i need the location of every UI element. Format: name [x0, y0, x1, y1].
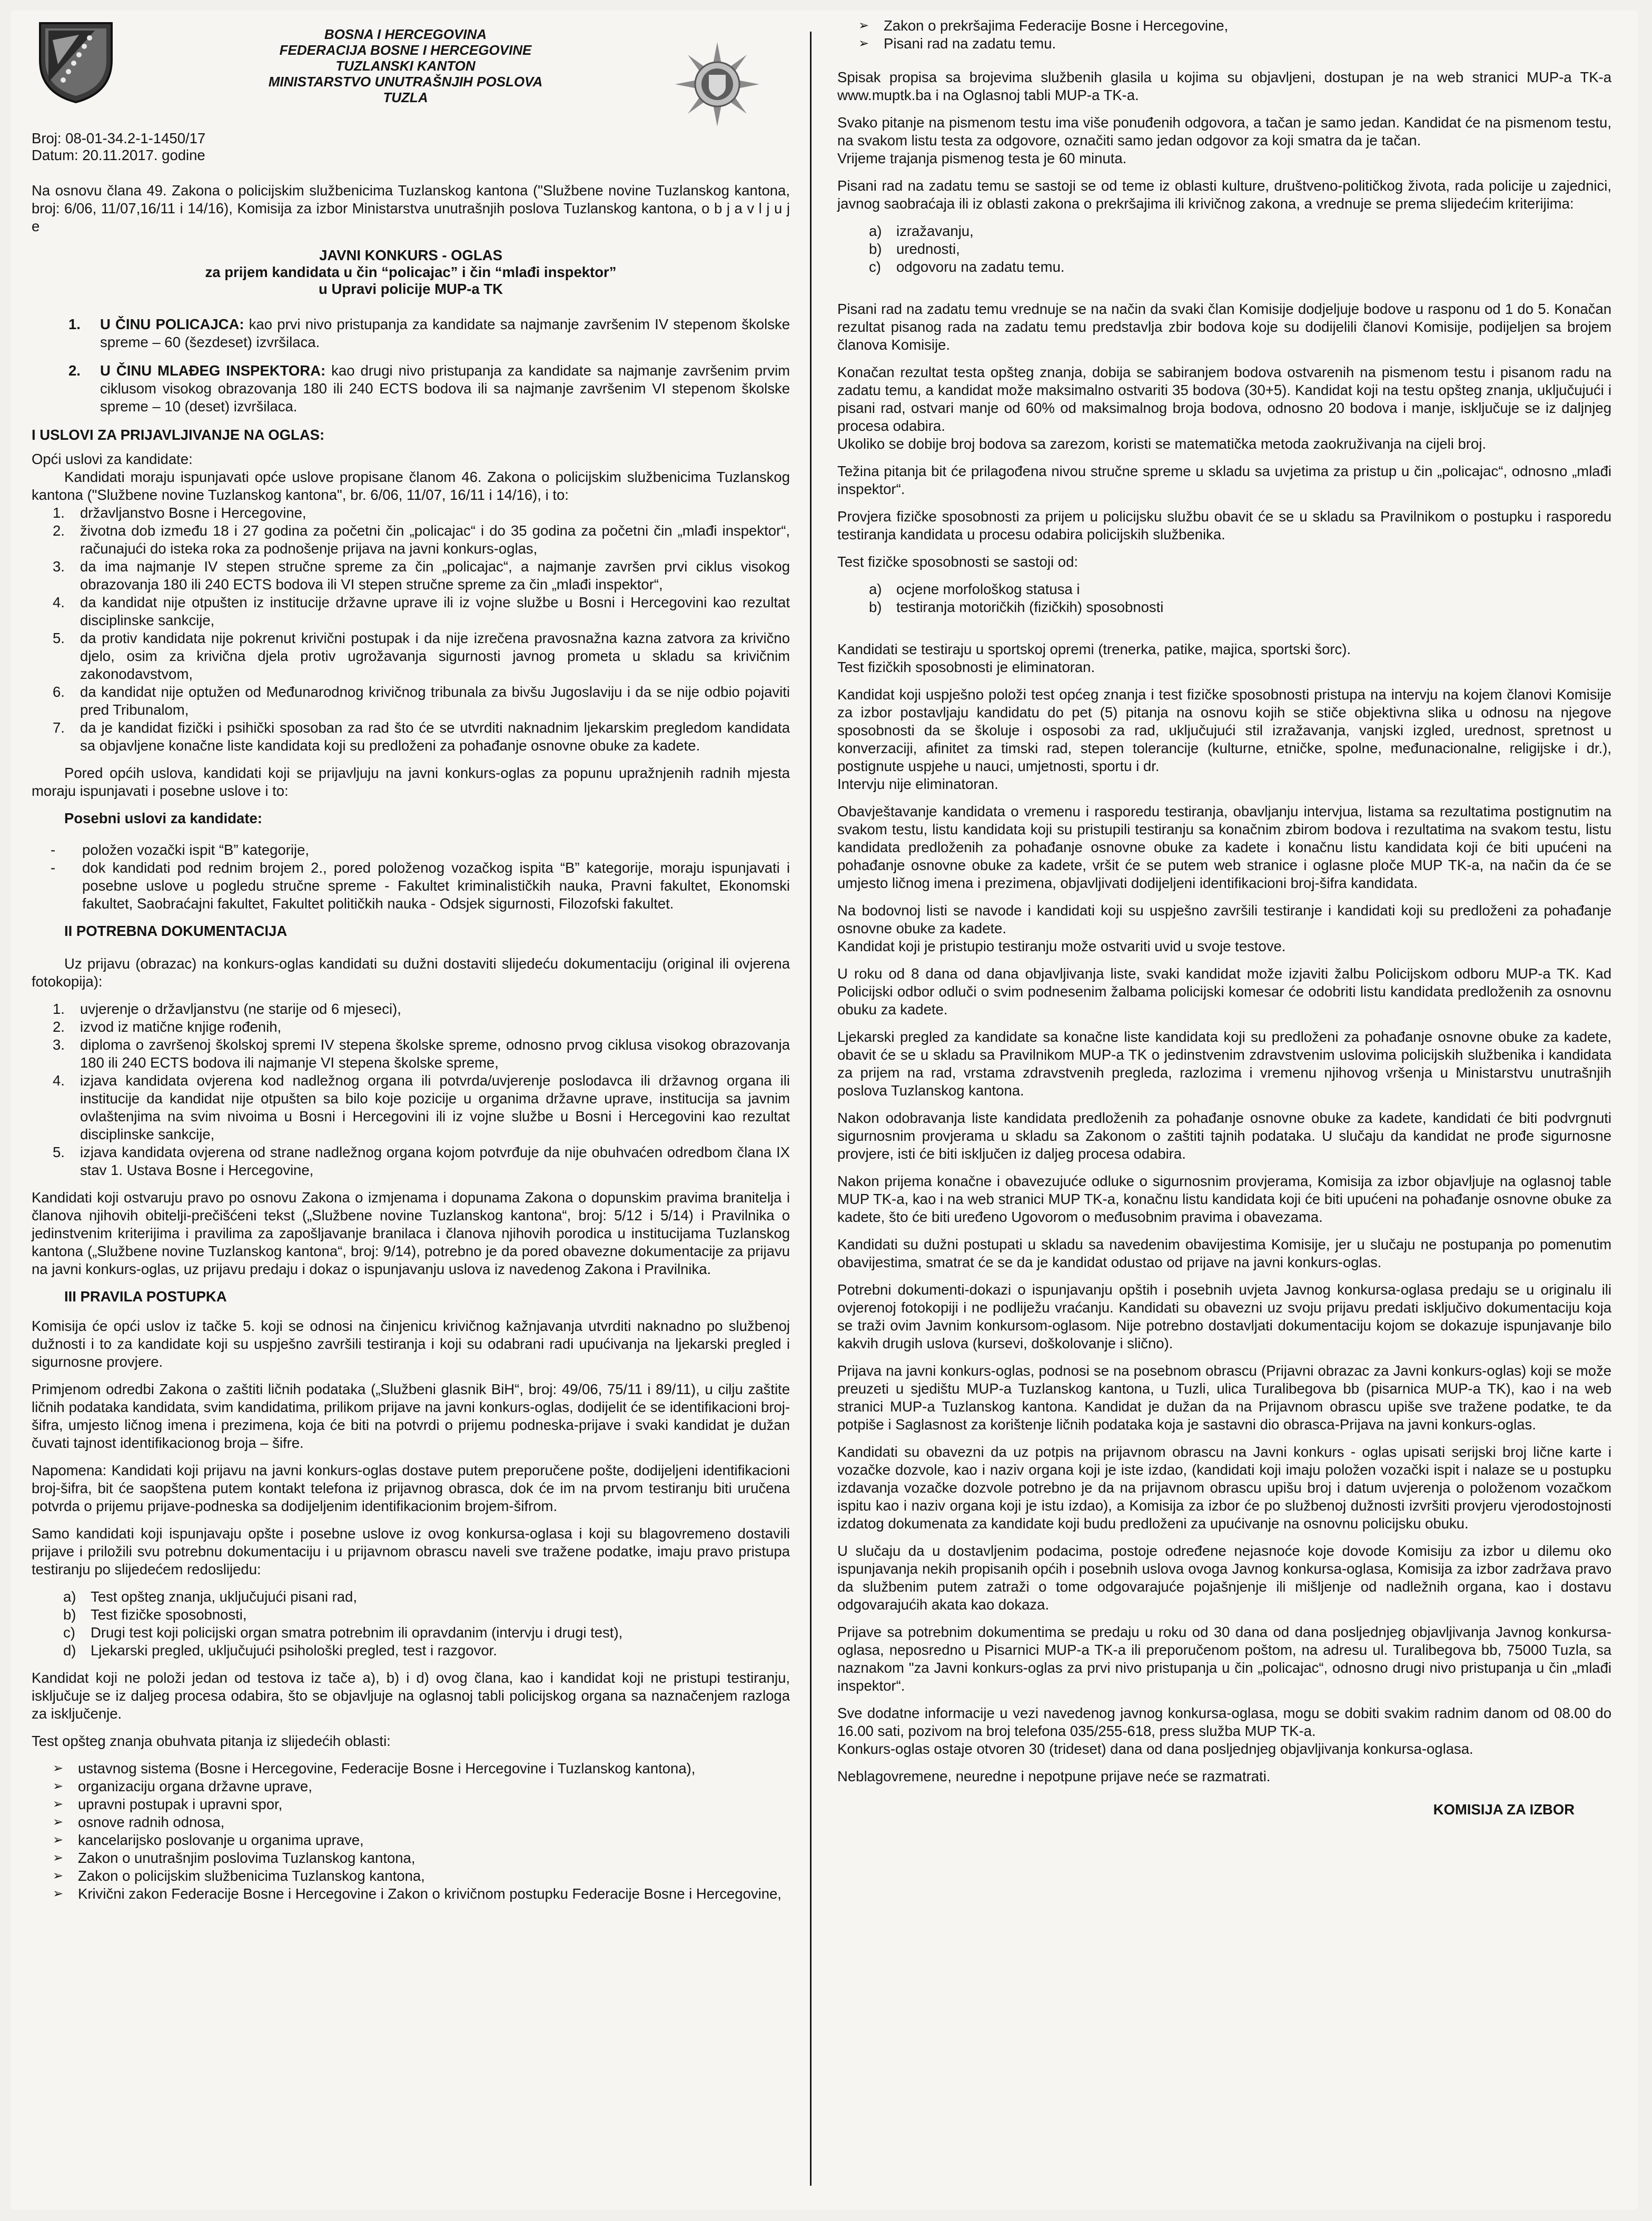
right-paragraph — [837, 1704, 1611, 1758]
section-1-title: I USLOVI ZA PRIJAVLJIVANJE NA OGLAS: — [32, 427, 325, 443]
general-condition-item — [32, 629, 790, 683]
list-text: izražavanju, — [896, 223, 974, 239]
right-paragraph: Ljekarski pregled za kandidate sa konačne liste kandidata koji su predloženi za pohađanje osnovne obuke za kadete, obavit će se u skladu sa Pravilnikom MUP-a TK o jedinstvenim zdravstvenim uslovima policijskih službenika i kandidata za prijem na rad, vrstama zdravstvenih pregleda, razlozima i vremenu njihovog vršenja u Ministarstvu unutrašnjih poslova Tuzlanskog kantona. — [837, 1029, 1611, 1099]
list-text: Zakon o prekršajima Federacije Bosne i Hercegovine, — [884, 17, 1229, 34]
category-label: U ČINU POLICAJCA: — [100, 316, 244, 332]
knowledge-area-item — [837, 35, 1611, 53]
list-text: Krivični zakon Federacije Bosne i Hercegovine i Zakon o krivičnom postupku Federacije Bosne i Hercegovine, — [78, 1886, 782, 1902]
list-marker: 4. — [53, 594, 65, 610]
signature: KOMISIJA ZA IZBOR — [1433, 1801, 1575, 1818]
title-line: za prijem kandidata u čin “policajac” i čin “mlađi inspektor” — [205, 264, 617, 280]
documents-intro: Uz prijavu (obrazac) na konkurs-oglas kandidati su dužni dostaviti slijedeću dokumentaciju (original ili ovjerena fotokopija): — [32, 955, 790, 990]
list-text: urednosti, — [896, 241, 960, 257]
list-marker: 7. — [53, 719, 65, 736]
right-paragraph — [837, 686, 1611, 793]
arrow-bullet-icon: ➢ — [53, 1761, 64, 1775]
knowledge-area-item — [32, 1831, 790, 1849]
general-condition-item — [32, 558, 790, 594]
header-line: BOSNA I HERCEGOVINA — [324, 26, 487, 42]
category-text: kao drugi nivo pristupanja za kandidate sa najmanje završenim prvim ciklusom visokog obrazovanja 180 ili 240 ECTS bodova ili sa najmanje završenim VI stepenom školske spreme – 10 (deset) izvršilaca. — [100, 362, 790, 414]
general-conditions-list — [32, 504, 790, 755]
right-paragraph — [837, 640, 1611, 676]
right-paragraph — [837, 902, 1611, 955]
physical-test-list — [837, 580, 1611, 616]
list-text: položen vozački ispit “B” kategorije, — [82, 842, 310, 858]
right-paragraph: Kandidati su obavezni da uz potpis na prijavnom obrascu na Javni konkurs - oglas upisati serijski broj lične karte i vozačke dozvole, kao i naziv organa koji je iste izdao, (kandidati koji imaju položen vozački ispit i nalaze se u postupku izdavanja vozačke dozvole potrebno je da na prijavnom obrascu upišu broj i datum uvjerenja o položenom vozačkom ispitu kao i naziv organa koji je istu izdao), a Komisija za izbor će po službenoj dužnosti izvršiti provjeru vjerodostojnosti izdatog dokumenata za kandidate koji budu predloženi za upućivanje na osnovnu policijsku obuku. — [837, 1444, 1611, 1532]
letterhead-text — [169, 26, 642, 105]
reference-block — [32, 130, 790, 164]
special-conditions-title: Posebni uslovi za kandidate: — [64, 810, 262, 826]
column-divider — [810, 32, 812, 2186]
arrow-bullet-icon: ➢ — [53, 1797, 64, 1811]
list-marker: 2. — [53, 1019, 65, 1035]
police-badge-icon — [674, 41, 761, 128]
list-text: Ljekarski pregled, uključujući psihološki pregled, test i razgovor. — [91, 1642, 497, 1659]
criteria-item — [837, 222, 1611, 240]
header-line: TUZLANSKI KANTON — [335, 58, 476, 74]
list-text: državljanstvo Bosne i Hercegovine, — [80, 505, 306, 521]
right-paragraph — [837, 363, 1611, 453]
dash-bullet-icon: - — [51, 842, 56, 858]
right-paragraph: U slučaju da u dostavljenim podacima, postoje određene nejasnoće koje dovode Komisiju za izbor u dilemu oko ispunjavanja nekih propisanih općih i posebnih uslova ovoga Javnog konkursa-oglasa, Komisija za izbor zadržava pravo da službenim putem zatraži o tome odgovarajuće pojašnjenje ili mišljenje od nadležnih organa, kao i dostavu odgovarajućih akata kao dokaza. — [837, 1543, 1611, 1613]
category-number: 1. — [68, 316, 81, 332]
list-text: da ima najmanje IV stepen stručne spreme za čin „policajac“, a najmanje završen prvi ciklus visokog obrazovanja 180 ili 240 ECTS bodova ili VI stepen stručne spreme za čin „mlađi inspektor“, — [80, 558, 790, 593]
rank-categories — [32, 315, 790, 416]
special-conditions-list — [32, 841, 790, 913]
knowledge-area-item — [837, 17, 1611, 35]
dash-bullet-icon: - — [51, 860, 56, 876]
right-paragraph: Obavještavanje kandidata o vremenu i rasporedu testiranja, obavljanju intervjua, listama sa rezultatima postignutim na svakom testu, listu kandidata koji su pristupili testiranju sa konačnim zbirom bodova i rezultatima na svakom testu, listu kandidata predloženih za pohađanje osnovne obuke za kadete i konačnu listu kandidata koji će biti upućeni na pohađanje osnovne obuke za kadete, vršit će se putem web stranice i oglasne ploče MUP TK-a, na način da će se umjesto ličnog imena i prezimena, objavljivati dodijeljeni identifikacioni broj-šifra kandidata. — [837, 803, 1611, 891]
list-marker: b) — [63, 1606, 76, 1623]
left-column — [32, 17, 790, 1912]
list-marker: 5. — [53, 630, 65, 646]
right-paragraph: Neblagovremene, neuredne i nepotpune prijave neće se razmatrati. — [837, 1768, 1271, 1784]
list-text: da je kandidat fizički i psihički sposoban za rad što će se utvrditi naknadnim ljekarskim pregledom kandidata sa objavljene konačne liste kandidata koji su predloženi za pohađanje osnovne obuke za kadete. — [80, 719, 790, 754]
criteria-item — [837, 240, 1611, 258]
list-marker: a) — [869, 223, 882, 239]
special-condition-item — [32, 841, 790, 859]
test-order-item — [32, 1624, 790, 1642]
list-marker: 1. — [53, 1001, 65, 1017]
right-paragraph: Nakon odobravanja liste kandidata predloženih za pohađanje osnovne obuke za kadete, kandidati će biti podvrgnuti sigurnosnim provjerama u skladu sa Zakonom o zaštiti tajnih podataka. U slučaju da kandidat ne prođe sigurnosne provjere, isti će biti isključen iz daljeg procesa odabira. — [837, 1110, 1611, 1162]
list-text: izvod iz matične knjige rođenih, — [80, 1019, 282, 1035]
special-condition-item — [32, 859, 790, 913]
general-after-paragraph: Pored općih uslova, kandidati koji se prijavljuju na javni konkurs-oglas za popunu upražnjenih radnih mjesta moraju ispunjavati i posebne uslove i to: — [32, 765, 790, 799]
intro-paragraph: Na osnovu člana 49. Zakona o policijskim službenicima Tuzlanskog kantona ("Službene novine Tuzlanskog kantona, broj: 6/06, 11/07,16/11 i 14/16), Komisija za izbor Ministarstva unutrašnjih poslova Tuzlanskog kantona, o b j a v l j u j e — [32, 182, 790, 234]
paragraph-line: Svako pitanje na pismenom testu ima više ponuđenih odgovora, a tačan je samo jedan. Kandidat će na pismenom testu, na svakom listu testa za odgovore, označiti samo jedan odgovor za koji smatra da je tačan. — [837, 114, 1611, 149]
arrow-bullet-icon: ➢ — [53, 1869, 64, 1883]
list-marker: a) — [869, 581, 882, 597]
right-column — [837, 17, 1611, 1818]
knowledge-areas-list — [32, 1760, 790, 1903]
right-paragraph: Test fizičke sposobnosti se sastoji od: — [837, 554, 1079, 570]
paragraph-line: Konkurs-oglas ostaje otvoren 30 (trideset) dana od dana posljednjeg objavljivanja konkursa-oglasa. — [837, 1741, 1473, 1757]
list-text: ocjene morfološkog statusa i — [896, 581, 1080, 597]
knowledge-intro: Test opšteg znanja obuhvata pitanja iz slijedećih oblasti: — [32, 1733, 391, 1749]
exclusion-paragraph: Kandidat koji ne položi jedan od testova iz tače a), b) i d) ovog člana, kao i kandidat koji ne pristupi testiranju, isključuje se iz daljeg procesa odabira, što se objavljuje na oglasnoj tabli policijskog organa sa naznačenjem razloga za isključenje. — [32, 1670, 790, 1722]
arrow-bullet-icon: ➢ — [53, 1887, 64, 1901]
general-condition-item — [32, 504, 790, 522]
list-text: da kandidat nije optužen od Međunarodnog krivičnog tribunala za bivšu Jugoslaviju i da se nije odbio pojaviti pred Tribunalom, — [80, 684, 790, 718]
paragraph-line: Kandidati se testiraju u sportskoj opremi (trenerka, patike, majica, sportski šorc). — [837, 641, 1351, 657]
list-text: uvjerenje o državljanstvu (ne starije od 6 mjeseci), — [80, 1001, 401, 1017]
document-item — [32, 1018, 790, 1036]
general-condition-item — [32, 719, 790, 755]
list-text: izjava kandidata ovjerena od strane nadležnog organa kojom potvrđuje da nije obuhvaćen odredbom člana IX stav 1. Ustava Bosne i Hercegovine, — [80, 1144, 790, 1178]
list-marker: 1. — [53, 505, 65, 521]
right-paragraph: Spisak propisa sa brojevima službenih glasila u kojima su objavljeni, dostupan je na web stranici MUP-a TK-a www.muptk.ba i na Oglasnoj tabli MUP-a TK-a. — [837, 69, 1611, 103]
general-conditions-subtitle: Opći uslovi za kandidate: — [32, 451, 193, 467]
list-marker: a) — [63, 1588, 76, 1605]
list-text: ustavnog sistema (Bosne i Hercegovine, Federacije Bosne i Hercegovine i Tuzlanskog kantona), — [78, 1760, 696, 1776]
procedure-paragraph: Primjenom odredbi Zakona o zaštiti ličnih podataka („Službeni glasnik BiH“, broj: 49/06, 75/11 i 89/11), u cilju zaštite ličnih podataka kandidata, svim kandidatima, prilikom prijave na javni konkurs-oglas, dodijelit će se identifikacioni broj-šifra, umjesto ličnog imena i prezimena, koja će biti na potvrdi o prijemu podneska-prijave i svaki kandidat je dužan čuvati tajnost identifikacionog broja – šifre. — [32, 1381, 790, 1451]
list-marker: 4. — [53, 1072, 65, 1089]
arrow-bullet-icon: ➢ — [858, 36, 869, 51]
category-label: U ČINU MLAĐEG INSPEKTORA: — [100, 362, 326, 379]
list-text: Drugi test koji policijski organ smatra potrebnim ili opravdanim (intervju i drugi test), — [91, 1624, 623, 1641]
newspaper-page — [11, 11, 1638, 2209]
general-conditions-intro: Kandidati moraju ispunjavati opće uslove propisane članom 46. Zakona o policijskim službenicima Tuzlanskog kantona ("Službene novine Tuzlanskog kantona", br. 6/06, 11/07, 16/11 i 14/16), i to: — [32, 469, 790, 503]
list-text: organizaciju organa državne uprave, — [78, 1778, 312, 1794]
documents-list — [32, 1000, 790, 1179]
right-paragraph: Pisani rad na zadatu temu vrednuje se na način da svaki član Komisije dodjeljuje bodove u rasponu od 1 do 5. Konačan rezultat pisanog rada na zadatu temu predstavlja zbir bodova koje su dodijelili članovi Komisije, podijeljen sa brojem članova Komisije. — [837, 301, 1611, 353]
right-paragraph: Nakon prijema konačne i obavezujuće odluke o sigurnosnim provjerama, Komisija za izbor objavljuje na oglasnoj table MUP TK-a, kao i na web stranici MUP TK-a, konačnu listu kandidata koji će biti upućeni na pohađanje osnovne obuke za kadete, što će biti uređeno Ugovorom o međusobnim pravima i obavezama. — [837, 1173, 1611, 1225]
general-condition-item — [32, 594, 790, 629]
right-paragraph: Pisani rad na zadatu temu se sastoji se od teme iz oblasti kulture, društveno-političkog života, rada policije u zajednici, javnog saobraćaja ili iz oblasti zakona o prekršajima ili krivičnog zakona, a vrednuje se prema slijedećim kriterijima: — [837, 177, 1611, 212]
document-item — [32, 1072, 790, 1143]
coat-of-arms-icon — [37, 19, 115, 104]
list-text: kancelarijsko poslovanje u organima uprave, — [78, 1832, 364, 1848]
knowledge-area-item — [32, 1760, 790, 1778]
paragraph-line: Na bodovnoj listi se navode i kandidati koji su uspješno završili testiranje i kandidati koji su predloženi za pohađanje osnovne obuke za kadete. — [837, 902, 1611, 936]
document-item — [32, 1036, 790, 1072]
arrow-bullet-icon: ➢ — [53, 1779, 64, 1793]
category-item — [32, 362, 790, 416]
knowledge-area-item — [32, 1813, 790, 1831]
procedure-paragraph: Samo kandidati koji ispunjavaju opšte i posebne uslove iz ovog konkursa-oglasa i koji su blagovremeno dostavili prijave i priložili svu potrebnu dokumentaciju i u prijavnom obrascu naveli sve tražene podatke, imaju pravo pristupa testiranju po slijedećem redoslijedu: — [32, 1525, 790, 1577]
paragraph-line: Ukoliko se dobije broj bodova sa zarezom, koristi se matematička metoda zaokruživanja na cijeli broj. — [837, 436, 1486, 452]
category-text: kao prvi nivo pristupanja za kandidate sa najmanje završenim IV stepenom školske spreme – 60 (šezdeset) izvršilaca. — [100, 316, 790, 350]
paragraph-line: Sve dodatne informacije u vezi navedenog javnog konkursa-oglasa, mogu se dobiti svakim radnim danom od 08.00 do 16.00 sati, pozivom na broj telefona 035/255-618, press služba MUP TK-a. — [837, 1705, 1611, 1739]
list-text: Test fizičke sposobnosti, — [91, 1606, 247, 1623]
reference-number: Broj: 08-01-34.2-1-1450/17 — [32, 130, 206, 146]
list-marker: b) — [869, 241, 882, 257]
paragraph-line: Vrijeme trajanja pismenog testa je 60 minuta. — [837, 150, 1127, 166]
right-paragraph: Težina pitanja bit će prilagođena nivou stručne spreme u skladu sa uvjetima za pristup u čin „policajac“, odnosno „mlađi inspektor“. — [837, 463, 1611, 497]
paragraph-line: Konačan rezultat testa opšteg znanja, dobija se sabiranjem bodova ostvarenih na pismenom testu i pisanom radu na zadatu temu, a kandidat može maksimalno ostvariti 35 bodova (30+5). Kandidat koji na testu opšteg znanja, uključujući i pisani rad, ostvari manje od 60% od maksimalnog broja bodova, odnosno 20 bodova i manje, isključuje se iz daljnjeg procesa odabira. — [837, 364, 1611, 434]
knowledge-area-item — [32, 1778, 790, 1795]
test-order-item — [32, 1606, 790, 1624]
list-marker: 3. — [53, 558, 65, 575]
test-order-item — [32, 1642, 790, 1660]
category-item — [32, 315, 790, 351]
letterhead — [32, 17, 790, 130]
arrow-bullet-icon: ➢ — [858, 18, 869, 33]
list-marker: c) — [869, 259, 881, 275]
list-marker: 3. — [53, 1037, 65, 1053]
knowledge-areas-list-continued — [837, 17, 1611, 53]
general-condition-item — [32, 522, 790, 558]
list-text: testiranja motoričkih (fizičkih) sposobnosti — [896, 599, 1164, 615]
right-paragraphs-3 — [837, 640, 1611, 1785]
criteria-list — [837, 222, 1611, 276]
knowledge-area-item — [32, 1849, 790, 1867]
list-marker: c) — [63, 1624, 75, 1641]
list-marker: 6. — [53, 684, 65, 700]
title-line: u Upravi policije MUP-a TK — [319, 281, 503, 297]
right-paragraph: Prijave sa potrebnim dokumentima se predaju u roku od 30 dana od dana posljednjeg objavljivanja Javnog konkursa-oglasa, neposredno u Pisarnici MUP-a TK-a ili preporučenom poštom, na adresu ul. Turalibegova bb, 75000 Tuzla, sa naznakom "za Javni konkurs-oglas za prvi nivo pristupanja u čin „policajac“, odnosno drugi nivo pristupanja u čin „mlađi inspektor“. — [837, 1624, 1611, 1694]
header-line: MINISTARSTVO UNUTRAŠNJIH POSLOVA — [268, 74, 543, 90]
right-paragraph — [837, 114, 1611, 167]
criteria-item — [837, 258, 1611, 276]
list-text: osnove radnih odnosa, — [78, 1814, 225, 1830]
announcement-title — [32, 247, 790, 298]
arrow-bullet-icon: ➢ — [53, 1815, 64, 1829]
right-paragraph: Kandidati su dužni postupati u skladu sa navedenim obavijestima Komisije, jer u slučaju ne postupanja po pomenutim obavijestima, smatrat će se da je kandidat odustao od prijave na javni konkurs-oglas. — [837, 1236, 1611, 1270]
list-marker: 5. — [53, 1144, 65, 1160]
knowledge-area-item — [32, 1795, 790, 1813]
document-item — [32, 1143, 790, 1179]
list-text: diploma o završenoj školskoj spremi IV stepena školske spreme, odnosno prvog ciklusa visokog obrazovanja 180 ili 240 ECTS bodova ili najmanje VI stepena školske spreme, — [80, 1037, 790, 1071]
header-line: TUZLA — [383, 90, 428, 105]
physical-test-item — [837, 580, 1611, 598]
right-paragraph: U roku od 8 dana od dana objavljivanja liste, svaki kandidat može izjaviti žalbu Policijskom odboru MUP-a TK. Kad Policijski odbor odluči o svim podnesenim žalbama policijski komesar će odobriti listu kandidata predloženih za osnovnu obuku za kadete. — [837, 965, 1611, 1018]
list-text: Zakon o unutrašnjim poslovima Tuzlanskog kantona, — [78, 1850, 416, 1866]
list-text: Pisani rad na zadatu temu. — [884, 35, 1056, 52]
paragraph-line: Test fizičkih sposobnosti je eliminatoran. — [837, 659, 1095, 675]
list-text: odgovoru na zadatu temu. — [896, 259, 1065, 275]
document-item — [32, 1000, 790, 1018]
procedure-paragraphs — [32, 1317, 790, 1578]
right-paragraph: Provjera fizičke sposobnosti za prijem u policijsku službu obavit će se u skladu sa Pravilnikom o postupku i rasporedu testiranja kandidata u procesu odabira policijskih službenika. — [837, 508, 1611, 542]
list-text: da protiv kandidata nije pokrenut krivični postupak i da nije izrečena pravosnažna kazna zatvora za krivično djelo, osim za krivična djela protiv ugrožavanja sigurnosti javnog prometa u skladu sa krivičnim zakonodavstvom, — [80, 630, 790, 682]
header-line: FEDERACIJA BOSNE I HERCEGOVINE — [279, 42, 532, 58]
list-text: upravni postupak i upravni spor, — [78, 1796, 283, 1812]
test-order-list — [32, 1588, 790, 1660]
category-number: 2. — [68, 362, 81, 379]
list-marker: b) — [869, 599, 882, 615]
list-marker: d) — [63, 1642, 76, 1659]
list-marker: 2. — [53, 522, 65, 539]
arrow-bullet-icon: ➢ — [53, 1851, 64, 1865]
paragraph-line: Kandidat koji uspješno položi test općeg znanja i test fizičke sposobnosti pristupa na intervju na kojem članovi Komisije za izbor postavljaju kandidatu do pet (5) pitanja na osnovu kojih se stiče objektivna slika u odnosu na njegove sposobnosti da se školuje i osposobi za rad, uključujući stil izražavanja, vanjski izgled, urednost, spretnost u konverzaciji, afinitet za timski rad, stepen tolerancije (kulturne, etničke, spolne, međunacionalne, religijske i dr.), postignute uspjehe u nauci, umjetnosti, sportu i dr. — [837, 686, 1611, 774]
list-text: da kandidat nije otpušten iz institucije državne uprave ili iz vojne službe u Bosni i Hercegovini kao rezultat disciplinske sankcije, — [80, 594, 790, 628]
veterans-paragraph: Kandidati koji ostvaruju pravo po osnovu Zakona o izmjenama i dopunama Zakona o dopunskim pravima branitelja i članova njihovih obitelji-prečišćeni tekst („Službene novine Tuzlanskog kantona“, broj: 5/12 i 5/14) i Pravilnika o jedinstvenim kriterijima i pravilima za zapošljavanje branilaca i članova njihovih porodica u institucijama Tuzlanskog kantona („Službene novine Tuzlanskog kantona“, broj: 9/14), potrebno je da pored obavezne dokumentacije za prijavu na javni konkurs-oglas, uz prijavu predaju i dokaz o ispunjavanju uslova iz navedenog Zakona i Pravilnika. — [32, 1189, 790, 1277]
test-order-item — [32, 1588, 790, 1606]
list-text: izjava kandidata ovjerena kod nadležnog organa ili potvrda/uvjerenje poslodavca ili državnog organa ili institucije da kandidat nije otpušten sa bilo koje pozicije u organima državne uprave, institucija sa javnim ovlaštenjima na svim nivoima u Bosni i Hercegovini ili iz vojne službe u Bosni i Hercegovini kao rezultat disciplinske sankcije, — [80, 1072, 790, 1142]
procedure-paragraph: Napomena: Kandidati koji prijavu na javni konkurs-oglas dostave putem preporučene pošte, dodijeljeni identifikacioni broj-šifra, bit će saopštena putem kontakt telefona iz prijavnog obrasca, dok će im na prvom testiranju biti uručena potvrda o prijemu prijave-podneska sa dodijeljenim identifikacionim brojem-šifrom. — [32, 1462, 790, 1514]
paragraph-line: Intervju nije eliminatoran. — [837, 776, 998, 792]
right-paragraphs-2 — [837, 300, 1611, 571]
procedure-paragraph: Komisija će opći uslov iz tačke 5. koji se odnosi na činjenicu krivičnog kažnjavanja utvrditi naknadno po službenoj dužnosti i to za kandidate koji su uspješno završili testiranja i koji su odabrani radi upućivanja na ljekarski pregled i sigurnosne provjere. — [32, 1318, 790, 1370]
knowledge-area-item — [32, 1867, 790, 1885]
arrow-bullet-icon: ➢ — [53, 1833, 64, 1847]
physical-test-item — [837, 598, 1611, 616]
knowledge-area-item — [32, 1885, 790, 1903]
section-3-title: III PRAVILA POSTUPKA — [64, 1288, 227, 1305]
title-line: JAVNI KONKURS - OGLAS — [319, 247, 502, 263]
general-condition-item — [32, 683, 790, 719]
right-paragraphs-1 — [837, 68, 1611, 213]
list-text: Test opšteg znanja, uključujući pisani rad, — [91, 1588, 357, 1605]
list-text: životna dob između 18 i 27 godina za početni čin „policajac“ i do 35 godina za početni čin „mlađi inspektor“, računajući do isteka roka za podnošenje prijava na javni konkurs-oglas, — [80, 522, 790, 557]
list-text: dok kandidati pod rednim brojem 2., pored položenog vozačkog ispita “B” kategorije, moraju ispunjavati i posebne uslove u pogledu stručne spreme - Fakultet kriminalističkih nauka, Pravni fakultet, Ekonomski fakultet, Saobraćajni fakultet, Fakultet političkih nauka - Odsjek sigurnosti, Filozofski fakultet. — [82, 860, 790, 912]
list-text: Zakon o policijskim službenicima Tuzlanskog kantona, — [78, 1868, 425, 1884]
section-2-title: II POTREBNA DOKUMENTACIJA — [64, 923, 288, 939]
reference-date: Datum: 20.11.2017. godine — [32, 147, 205, 163]
right-paragraph: Prijava na javni konkurs-oglas, podnosi se na posebnom obrascu (Prijavni obrazac za Javni konkurs-oglas) koji se može preuzeti u sjedištu MUP-a Tuzlanskog kantona, u Tuzli, ulica Turalibegova bb (pisarnica MUP-a TK), kao i na web stranici MUP-a Tuzlanskog kantona. Kandidat je dužan da na Prijavnom obrascu upiše sve tražene podatke, te da potpiše i Saglasnost za korištenje ličnih podataka koja je sastavni dio obrasca-Prijava na javni konkurs-oglas. — [837, 1363, 1611, 1433]
paragraph-line: Kandidat koji je pristupio testiranju može ostvariti uvid u svoje testove. — [837, 938, 1286, 954]
right-paragraph: Potrebni dokumenti-dokazi o ispunjavanju opštih i posebnih uvjeta Javnog konkursa-oglasa predaju se u originalu ili ovjerenoj fotokopiji i ne podliježu vraćanju. Kandidati su obavezni uz svoju prijavu predati isključivo dokumentaciju koja se traži ovim Javnim konkursom-oglasom. Nije potrebno dostavljati dokumentaciju kojom se dokazuje ispunjavanje bilo kakvih drugih uslova (kursevi, doškolovanje i slično). — [837, 1281, 1611, 1351]
